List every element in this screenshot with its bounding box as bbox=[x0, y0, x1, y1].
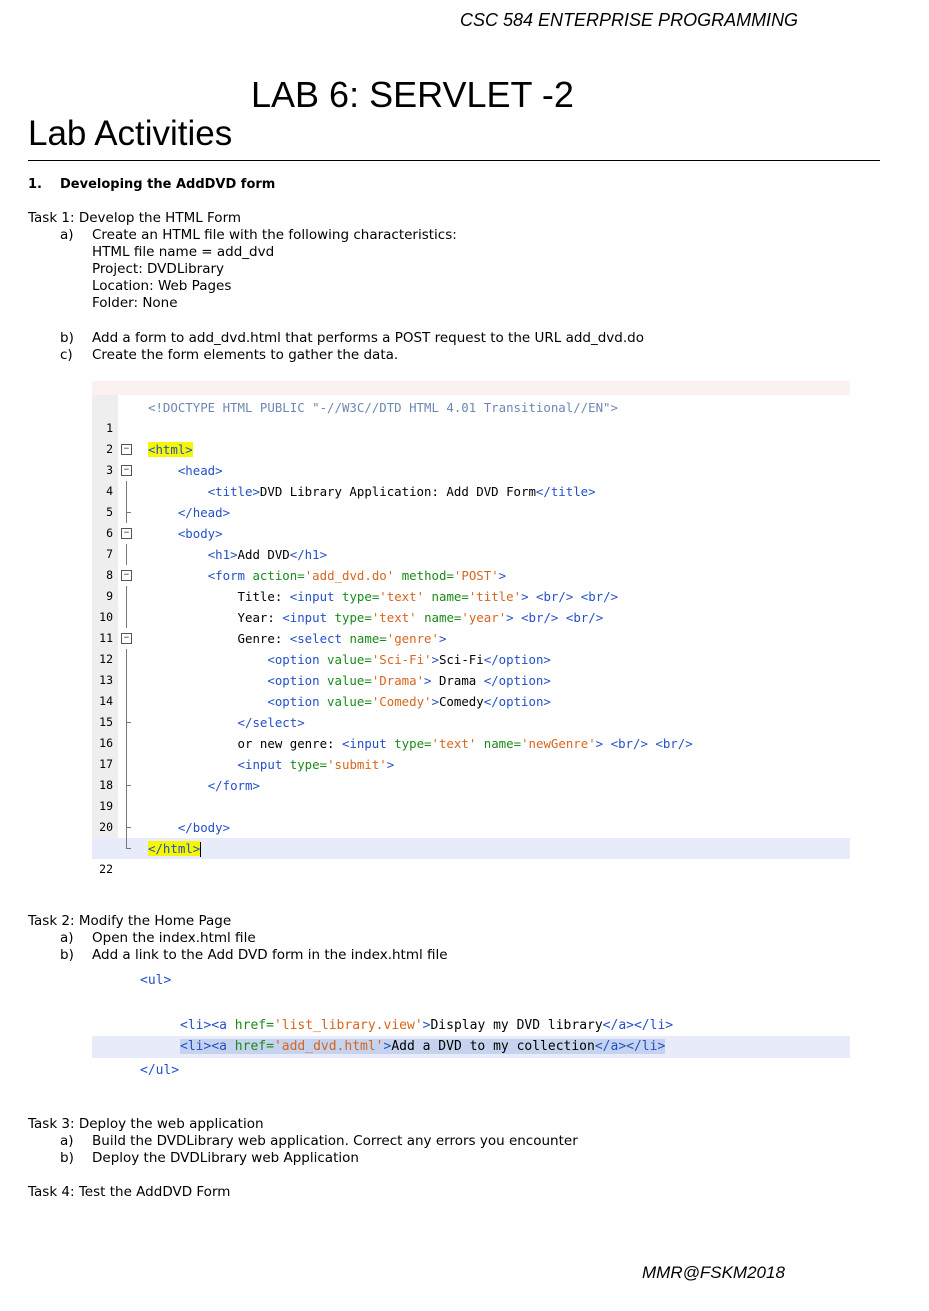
item-label: a) bbox=[60, 930, 74, 946]
code-text bbox=[148, 523, 223, 544]
input-tag: <input bbox=[282, 610, 328, 625]
item-text: Deploy the DVDLibrary web Application bbox=[92, 1150, 359, 1166]
attr-value: 'add_dvd.do' bbox=[304, 568, 395, 583]
code-text bbox=[148, 607, 603, 628]
link-text: Display my DVD library bbox=[430, 1018, 603, 1033]
fold-guide bbox=[126, 607, 127, 628]
line-number: 9 bbox=[106, 589, 113, 603]
attr-value: 'Comedy' bbox=[371, 694, 432, 709]
task1-detail: Project: DVDLibrary bbox=[92, 261, 225, 277]
a-tag: <a bbox=[211, 1039, 227, 1054]
a-close-tag: </a> bbox=[594, 1039, 627, 1054]
task1-detail: Folder: None bbox=[92, 295, 178, 311]
code-text bbox=[148, 502, 230, 523]
h1-text: Add DVD bbox=[237, 547, 290, 562]
tag-end: > bbox=[386, 757, 395, 772]
fold-end-tick bbox=[126, 722, 131, 723]
head-close-tag: </head> bbox=[177, 505, 231, 520]
attr-value: 'title' bbox=[468, 589, 522, 604]
line-number: 13 bbox=[99, 673, 113, 687]
code-text bbox=[148, 649, 551, 670]
br-tag: <br/> bbox=[610, 736, 648, 751]
attr: method= bbox=[401, 568, 454, 583]
code-line bbox=[92, 775, 850, 813]
item-label: b) bbox=[60, 330, 74, 346]
item-text: Create the form elements to gather the data. bbox=[92, 347, 399, 363]
li-open-tag: <li> bbox=[180, 1039, 212, 1054]
option-tag: <option bbox=[267, 673, 320, 688]
section-number: 1. bbox=[28, 177, 42, 192]
header-divider bbox=[28, 160, 880, 161]
task1-detail: HTML file name = add_dvd bbox=[92, 244, 275, 260]
code-text bbox=[148, 817, 230, 838]
attr: type= bbox=[334, 610, 372, 625]
task1-detail: Location: Web Pages bbox=[92, 278, 232, 294]
select-close-tag: </select> bbox=[237, 715, 305, 730]
fold-guide bbox=[126, 796, 127, 817]
task2-title: Task 2: Modify the Home Page bbox=[28, 913, 232, 929]
option-text: Comedy bbox=[438, 694, 484, 709]
code-text bbox=[148, 838, 201, 859]
fold-guide bbox=[126, 586, 127, 607]
body-close-tag: </body> bbox=[177, 820, 231, 835]
item-text: Open the index.html file bbox=[92, 930, 256, 946]
code-text bbox=[148, 775, 260, 796]
code-text bbox=[148, 754, 394, 775]
label-text: Year: bbox=[237, 610, 283, 625]
editor-topbar bbox=[92, 381, 850, 395]
section-title: Lab Activities bbox=[28, 114, 233, 153]
section-heading-text: Developing the AddDVD form bbox=[60, 177, 276, 192]
option-text: Drama bbox=[431, 673, 484, 688]
a-close-tag: </a> bbox=[602, 1018, 634, 1033]
code-text bbox=[148, 544, 327, 565]
code-text bbox=[148, 628, 446, 649]
line-number: 4 bbox=[106, 484, 113, 498]
a-tag: <a bbox=[211, 1018, 227, 1033]
course-header: CSC 584 ENTERPRISE PROGRAMMING bbox=[460, 10, 799, 30]
line-number: 16 bbox=[99, 736, 113, 750]
fold-guide bbox=[126, 544, 127, 565]
line-number: 7 bbox=[106, 547, 113, 561]
attr: href= bbox=[234, 1039, 274, 1054]
task2-item-a bbox=[60, 930, 256, 947]
fold-guide bbox=[126, 733, 127, 754]
form-tag: <form bbox=[207, 568, 245, 583]
footer-credit: MMR@FSKM2018 bbox=[642, 1263, 785, 1282]
head-open-tag: <head> bbox=[177, 463, 223, 478]
line-number: 12 bbox=[99, 652, 113, 666]
snippet-line bbox=[180, 1015, 673, 1036]
tag-end: > bbox=[438, 631, 447, 646]
code-text bbox=[148, 439, 193, 460]
option-tag: <option bbox=[267, 694, 320, 709]
form-close-tag: </form> bbox=[207, 778, 260, 793]
code-line-current bbox=[92, 838, 850, 876]
attr-value: 'year' bbox=[461, 610, 507, 625]
snippet-line bbox=[140, 970, 171, 991]
doctype: <!DOCTYPE HTML PUBLIC "-//W3C//DTD HTML 4.01 Transitional//EN"> bbox=[148, 400, 618, 415]
fold-collapse-icon[interactable]: − bbox=[121, 465, 132, 476]
attr-value: 'newGenre' bbox=[521, 736, 596, 751]
item-text: Build the DVDLibrary web application. Correct any errors you encounter bbox=[92, 1133, 578, 1149]
tag-end: > bbox=[431, 694, 439, 709]
task1-title: Task 1: Develop the HTML Form bbox=[28, 210, 242, 226]
lab-title: LAB 6: SERVLET -2 bbox=[251, 74, 574, 115]
code-text bbox=[148, 565, 506, 586]
attr: value= bbox=[327, 652, 372, 667]
input-tag: <input bbox=[237, 757, 283, 772]
attr: name= bbox=[349, 631, 387, 646]
task4-title: Task 4: Test the AddDVD Form bbox=[28, 1184, 231, 1200]
item-text: Add a form to add_dvd.html that performs a POST request to the URL add_dvd.do bbox=[92, 330, 644, 346]
input-tag: <input bbox=[341, 736, 387, 751]
task3-title: Task 3: Deploy the web application bbox=[28, 1116, 264, 1132]
code-text bbox=[148, 691, 551, 712]
item-label: b) bbox=[60, 1150, 74, 1166]
line-number: 20 bbox=[99, 820, 113, 834]
br-tag: <br/> bbox=[655, 736, 693, 751]
attr: name= bbox=[424, 610, 462, 625]
snippet-line-selected bbox=[180, 1036, 665, 1057]
attr: type= bbox=[394, 736, 432, 751]
attr-value: 'Drama' bbox=[371, 673, 425, 688]
input-tag: <input bbox=[289, 589, 335, 604]
code-text bbox=[148, 712, 305, 733]
code-editor bbox=[92, 381, 850, 876]
br-tag: <br/> bbox=[580, 589, 619, 604]
option-close-tag: </option> bbox=[483, 673, 551, 688]
tag-end: > bbox=[506, 610, 514, 625]
option-close-tag: </option> bbox=[483, 652, 551, 667]
attr: value= bbox=[327, 694, 372, 709]
select-tag: <select bbox=[289, 631, 342, 646]
line-number: 8 bbox=[106, 568, 113, 582]
line-number: 11 bbox=[99, 631, 113, 645]
attr: name= bbox=[431, 589, 469, 604]
fold-guide bbox=[126, 754, 127, 775]
attr: type= bbox=[289, 757, 328, 772]
code-text bbox=[148, 586, 618, 607]
attr-value: 'submit' bbox=[327, 757, 387, 772]
attr-value: 'list_library.view' bbox=[273, 1018, 423, 1033]
fold-guide bbox=[126, 481, 127, 502]
line-number: 14 bbox=[99, 694, 113, 708]
line-number: 5 bbox=[106, 505, 113, 519]
label-text: Title: bbox=[237, 589, 290, 604]
attr-value: 'text' bbox=[379, 589, 425, 604]
snippet-line bbox=[140, 1060, 179, 1081]
attr-value: 'add_dvd.html' bbox=[273, 1039, 384, 1054]
line-number: 22 bbox=[99, 862, 113, 876]
item-text: Add a link to the Add DVD form in the index.html file bbox=[92, 947, 448, 963]
fold-collapse-icon[interactable]: − bbox=[121, 528, 132, 539]
item-label: a) bbox=[60, 1133, 74, 1149]
attr-value: 'text' bbox=[431, 736, 477, 751]
title-text: DVD Library Application: Add DVD Form bbox=[259, 484, 536, 499]
code-text bbox=[148, 670, 551, 691]
fold-end-tick bbox=[126, 785, 131, 786]
h1-open-tag: <h1> bbox=[207, 547, 238, 562]
body-open-tag: <body> bbox=[177, 526, 223, 541]
task2-item-b bbox=[60, 947, 448, 964]
title-open-tag: <title> bbox=[207, 484, 260, 499]
code-text bbox=[148, 460, 223, 481]
item-label: c) bbox=[60, 347, 73, 363]
task1-item-c bbox=[60, 347, 398, 364]
tag-end: > bbox=[431, 652, 439, 667]
task3-item-a bbox=[60, 1133, 578, 1150]
fold-guide bbox=[126, 649, 127, 670]
attr: action= bbox=[252, 568, 305, 583]
option-tag: <option bbox=[267, 652, 320, 667]
fold-end-tick bbox=[126, 827, 131, 828]
tag-end: > bbox=[498, 568, 507, 583]
tag-end: > bbox=[424, 673, 432, 688]
h1-close-tag: </h1> bbox=[289, 547, 328, 562]
label-text: or new genre: bbox=[237, 736, 342, 751]
fold-end-tick bbox=[126, 512, 131, 513]
li-close-tag: </li> bbox=[633, 1018, 674, 1033]
tag-end: > bbox=[521, 589, 529, 604]
fold-collapse-icon[interactable]: − bbox=[121, 444, 132, 455]
ul-close-tag: </ul> bbox=[140, 1063, 180, 1078]
line-number: 3 bbox=[106, 463, 113, 477]
br-tag: <br/> bbox=[521, 610, 559, 625]
li-close-tag: </li> bbox=[626, 1039, 666, 1054]
line-number: 2 bbox=[106, 442, 113, 456]
selection bbox=[180, 1039, 665, 1054]
line-number: 18 bbox=[99, 778, 113, 792]
attr: name= bbox=[483, 736, 522, 751]
attr: type= bbox=[341, 589, 380, 604]
attr: href= bbox=[234, 1018, 274, 1033]
code-line bbox=[92, 817, 850, 838]
attr: value= bbox=[327, 673, 372, 688]
li-open-tag: <li> bbox=[180, 1018, 212, 1033]
option-close-tag: </option> bbox=[483, 694, 551, 709]
section-heading bbox=[28, 177, 275, 192]
task1-item-b bbox=[60, 330, 644, 347]
option-text: Sci-Fi bbox=[438, 652, 484, 667]
item-text: Create an HTML file with the following characteristics: bbox=[92, 227, 457, 243]
html-open-tag: <html> bbox=[148, 442, 193, 457]
br-tag: <br/> bbox=[536, 589, 574, 604]
attr-value: 'genre' bbox=[386, 631, 439, 646]
code-text bbox=[148, 733, 693, 754]
ul-open-tag: <ul> bbox=[140, 973, 172, 988]
item-label: b) bbox=[60, 947, 74, 963]
line-number: 6 bbox=[106, 526, 113, 540]
task1-item-a bbox=[60, 227, 457, 244]
line-number: 17 bbox=[99, 757, 113, 771]
br-tag: <br/> bbox=[565, 610, 604, 625]
code-text bbox=[148, 481, 596, 502]
title-close-tag: </title> bbox=[535, 484, 596, 499]
tag-end: > bbox=[383, 1039, 392, 1054]
link-text: Add a DVD to my collection bbox=[391, 1039, 595, 1054]
task3-item-b bbox=[60, 1150, 359, 1167]
line-number: 19 bbox=[99, 799, 113, 813]
attr-value: 'POST' bbox=[453, 568, 499, 583]
html-close-tag: </html> bbox=[148, 841, 201, 856]
label-text: Genre: bbox=[237, 631, 290, 646]
fold-collapse-icon[interactable]: − bbox=[121, 570, 132, 581]
line-number: 1 bbox=[106, 421, 113, 435]
fold-collapse-icon[interactable]: − bbox=[121, 633, 132, 644]
fold-guide bbox=[126, 670, 127, 691]
fold-guide bbox=[126, 691, 127, 712]
line-number: 10 bbox=[99, 610, 113, 624]
code-line bbox=[92, 397, 850, 435]
line-number: 15 bbox=[99, 715, 113, 729]
attr-value: 'text' bbox=[371, 610, 417, 625]
tag-end: > bbox=[422, 1018, 431, 1033]
item-label: a) bbox=[60, 227, 74, 243]
fold-end-tick bbox=[126, 848, 131, 849]
text-cursor bbox=[200, 842, 201, 857]
tag-end: > bbox=[595, 736, 604, 751]
attr-value: 'Sci-Fi' bbox=[371, 652, 432, 667]
